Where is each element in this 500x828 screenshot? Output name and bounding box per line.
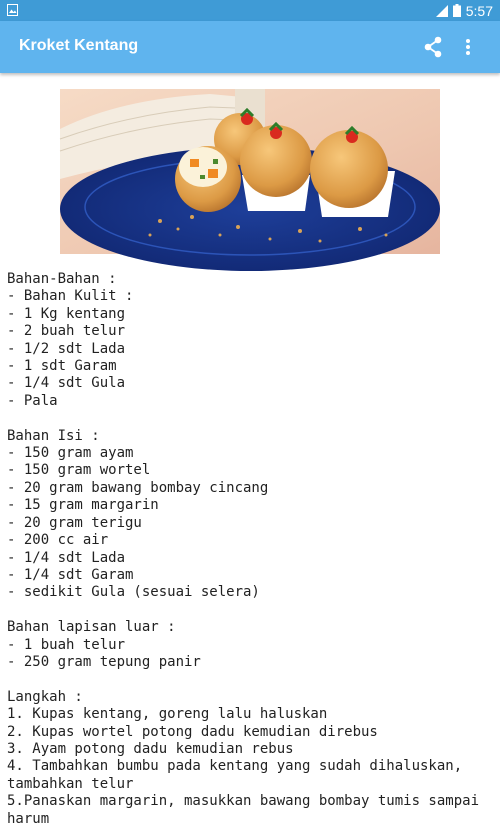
signal-icon <box>436 5 448 17</box>
app-title: Kroket Kentang <box>19 37 139 54</box>
more-vert-icon[interactable] <box>458 35 478 59</box>
content-scroll-area[interactable] <box>0 73 500 827</box>
app-bar <box>0 21 500 73</box>
status-bar <box>0 0 500 21</box>
recipe-text: Bahan-Bahan : - Bahan Kulit : - 1 Kg kentang - 2 buah telur - 1/2 sdt Lada - 1 sdt Garam - 1/4 sdt Gula - Pala Bahan Isi : - 150 gram ayam - 150 gram wortel - 20 gram bawang bombay cincang - 15 gram margarin - 20 gram terigu - 200 cc air - 1/4 sdt Lada - 1/4 sdt Garam - sedikit Gula (sesuai selera) Bahan lapisan luar : - 1 buah telur - 250 gram tepung panir Langkah : 1. Kupas kentang, goreng lalu haluskan 2. Kupas wortel potong dadu kemudian direbus 3. Ayam potong dadu kemudian rebus 4. Tambahkan bumbu pada kentang yang sudah dihaluskan, tambahkan telur 5.Panaskan margarin, masukkan bawang bombay tumis sampai harum <box>7 271 480 827</box>
share-icon[interactable] <box>422 35 444 59</box>
battery-icon <box>453 4 461 17</box>
image-notification-icon <box>7 4 18 16</box>
recipe-photo <box>60 89 440 254</box>
status-time: 5:57 <box>465 2 493 19</box>
